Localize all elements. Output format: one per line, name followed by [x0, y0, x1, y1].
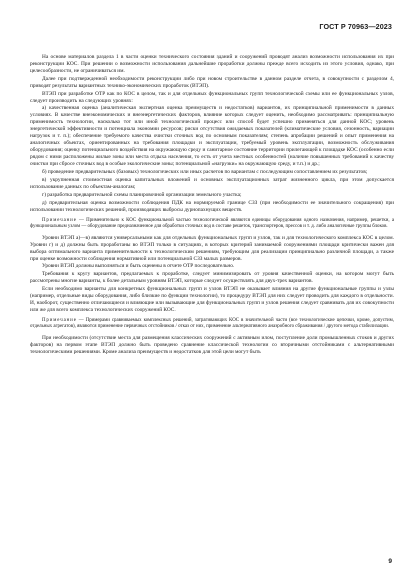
paragraph: Требования к кругу вариантов, предлагаемых к проработке, следует минимизировать от уровня качественной оценки, на котором могут быть рассмотрены многие варианты, к более детальным уровням ВТЭП, которые следует осуществлять для двух-трех вариантов.	[30, 271, 394, 285]
paragraph: При необходимости (отсутствие места для размещения классических сооружений с активным илом, поступление доли промышленных стоков и других факторов) на первом этапе ВТЭП должно быть проведено сравнение классической технологии со вторичными отстойниками с альтернативными технологическими решениями. Кроме анализа преимуществ и недостатков для этой цели могут быть	[30, 334, 394, 355]
paragraph: На основе материалов раздела 1 в части оценки технического состояния зданий и сооружений проводят анализ возможности использования их при реконструкции КОС. При решении о возможности использования дальнейшие проработки должны прежде всего исходить из этого условия, однако, при целесообразности, не ограничиваться им.	[30, 54, 394, 74]
paragraph: Уровни ВТЭП а)—в) являются универсальными как для отдельных функциональных групп и узлов, так и для технологического комплекса КОС в целом. Уровни г) и д) должны быть проработаны во ВТЭП только в ситуациях, в которых критерий занимаемой сооружениями площади критически важен для выбора оптимального варианта применительности к технологическим решениям, требующим для реализации принципиально различной площади, а также при оценке возможности соблюдения нормативной или потенциальной СЗЗ малых размеров.	[30, 234, 394, 262]
note-1	[30, 218, 394, 231]
paragraph: Далее при подтвержденной необходимости реконструкции либо при новом строительстве в данном разделе отчета, в совокупности с разделом 4, приводят результаты вариантных технико-экономических проработок (ВТЭП).	[30, 75, 394, 89]
note-text: — Применительно к КОС функциональной частью технологической являются единицы оборудования одного назначения, например, решетки, а функциональным узлом — оборудование предназначенное для обработки сточных вод в составе решеток, транспортеров, прессов и т. д. либо аналогичные группы блоков.	[30, 217, 394, 230]
list-item-a: а) качественная оценка (аналитическая экспертная оценка преимуществ и недостатков) вариантов, их принципиальной применимости в данных условиях. В качестве внеэкономических и внеэнергетических факторов, влияние которых следует оценить, необходимо рассматривать: принципиальную применимость технологии, насколько тот или иной технологический процесс или способ будет успешно применяться для данной КОС; уровень энергетической эффективности и потенциала экономии ресурсов; риски отсутствия ожидаемых показателей (климатические условия, сезонность, вариации нагрузок и т. п.); обеспечение требуемого качества очистки сточных вод по основным показателям; степень апробации решений и опыт применения на аналогичных объектах, ориентированных на требования площадки и эксплуатации, требуемый уровень эксплуатации, возможность обслуживания оборудования; оценку потенциального воздействия на окружающую среду и санитарное состояние территории прилегающей к площадке КОС (особенно если рядом с ними расположены жилые зоны или места отдыха населения, то есть от учета местных особенностей (наличие повышенных требований к качеству очистки при сбросе сточных вод в особые экологические зоны; потенциальной «нагрузки» на окружающую среду, и т.п.) и др.;	[30, 105, 394, 168]
list-item-b: б) проведение предварительных (базовых) технологических или иных расчетов по вариантам с последующим сопоставлением их результатов;	[42, 169, 368, 176]
document-header-number: ГОСТ Р 70963—2023	[319, 22, 392, 31]
paragraph: Уровни ВТЭП должны выполняться и быть оценены в отчете ОТР последовательно.	[42, 263, 235, 270]
paragraph: ВТЭП при разработке ОТР как по КОС в целом, так и для отдельных функциональных групп технологической схемы или ее функциональных узлов, следует производить на следующих уровнях:	[30, 90, 394, 104]
note-text: — Примерами сравниваемых комплексных решений, затрагивающих КОС в значительной части (все технологические цепочки, кроме, допустим, отдельных агрегатов), являются применение первичных отстойников / отказ от них, применение альтернативного анаэробного сбраживания / другого метода стабилизации.	[30, 317, 394, 330]
note-2	[30, 318, 394, 331]
list-item-c: в) укрупненная стоимостная оценка капитальных вложений и основных эксплуатационных затрат жизненного цикла, при этом допускается использование данных по объектам-аналогам;	[30, 176, 394, 190]
paragraph: Если необходимо варианты для конкретных функциональных групп и узлов ВТЭП не оказывает влияния на другие функциональные группы и узлы (например, отдельные виды оборудования, либо близкие по функции технологии), то процедуру ВТЭП для них следует проводить для каждого в отдельности. И, наоборот, существенно отличающиеся и влияющие или вызывающие для функциональных групп и узлов решения следует сравнивать для их совокупности или же для всего комплекса технологических сооружений КОС.	[30, 285, 394, 313]
list-item-d: г) разработка предварительной схемы планировочной организации земельного участка;	[42, 191, 242, 198]
document-body	[30, 54, 394, 357]
note-label: Примечание	[42, 317, 77, 323]
list-item-e: д) предварительная оценка возможности соблюдения ПДК на нормируемой границе СЗЗ (при необходимости ее значительного сокращения) при использовании технологических решений, производящих выбросы дурнопахнущих веществ.	[30, 199, 394, 213]
note-label: Примечание	[42, 217, 77, 223]
page-number: 9	[388, 558, 392, 565]
